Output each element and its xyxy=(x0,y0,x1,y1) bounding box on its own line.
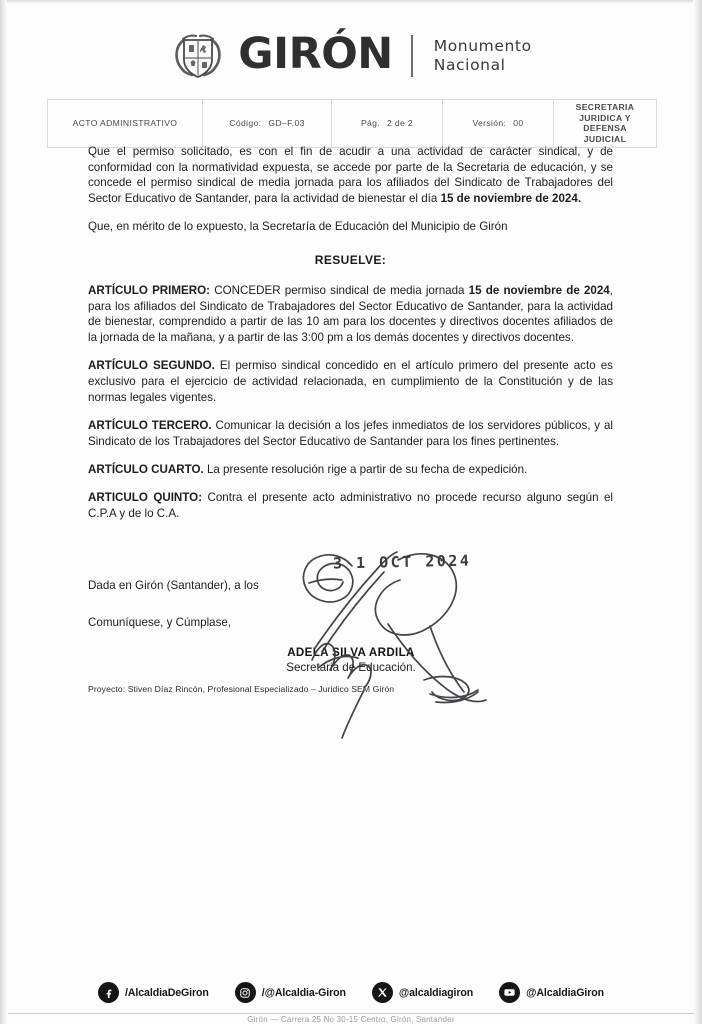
page-edge-right xyxy=(693,0,702,1024)
footer-social-bar xyxy=(0,982,702,1003)
x-twitter-handle: @alcaldiagiron xyxy=(398,986,474,999)
articulo-primero-text-b: , para los afiliados del Sindicato de Trabajadores del Sector Educativo de Santander, para la actividad de bienestar, comprendido a partir de las 10 am para los docentes y directivos docentes afiliados de la jornada de la mañana, y a partir de las 3:00 pm a los demás docentes y directivos docentes. xyxy=(88,283,613,344)
articulo-primero-text-a: CONCEDER permiso sindical de media jornada xyxy=(210,283,469,297)
footer-divider-rule xyxy=(8,1013,694,1014)
articulo-quinto-text: Contra el presente acto administrativo no procede recurso alguno según el C.P.A y de lo C.A. xyxy=(88,490,613,520)
closing-lines xyxy=(88,578,508,652)
facebook-handle: /AlcaldiaDeGiron xyxy=(125,986,209,999)
instagram-handle: /@Alcaldia-Giron xyxy=(261,986,346,999)
cell-version xyxy=(443,100,554,148)
signatory-name: ADELA SILVA ARDILA xyxy=(287,646,415,659)
date-stamp: 3 1 OCT 2024 xyxy=(332,551,472,573)
giron-coat-of-arms-icon xyxy=(170,28,226,84)
version-label: Versión: xyxy=(472,118,507,129)
masthead-divider xyxy=(411,35,413,77)
page-edge-top xyxy=(0,0,702,4)
document-body xyxy=(88,144,613,534)
cell-document-type: ACTO ADMINISTRATIVO xyxy=(48,100,203,148)
youtube-handle: @AlcaldiaGiron xyxy=(526,986,604,999)
youtube-icon xyxy=(499,982,520,1003)
para1-date: 15 de noviembre de 2024. xyxy=(440,191,582,205)
articulo-segundo xyxy=(88,358,613,405)
social-link-instagram[interactable] xyxy=(235,982,346,1003)
articulo-cuarto-heading: ARTÍCULO CUARTO. xyxy=(88,463,204,477)
instagram-icon xyxy=(235,982,256,1003)
document-metadata-table xyxy=(47,99,657,148)
paragraph-considerando-1 xyxy=(88,144,613,206)
masthead-subtitle-line2: Nacional xyxy=(433,56,506,74)
pagina-label: Pág. xyxy=(360,118,381,129)
articulo-segundo-heading: ARTÍCULO SEGUNDO. xyxy=(88,359,215,373)
codigo-label: Código: xyxy=(229,118,262,129)
cell-codigo xyxy=(203,100,332,148)
heading-resuelve: RESUELVE: xyxy=(314,252,387,267)
articulo-segundo-text: El permiso sindical concedido en el artículo primero del presente acto es exclusivo para el ejercicio de actividad relacionada, en cumplimiento de la Constitución y de las normas legales vigentes. xyxy=(88,359,613,404)
articulo-quinto xyxy=(88,490,613,521)
version-value: 00 xyxy=(513,118,524,129)
social-link-facebook[interactable] xyxy=(98,982,209,1003)
table-row xyxy=(48,100,657,148)
cell-pagina xyxy=(332,100,443,148)
articulo-cuarto-text: La presente resolución rige a partir de su fecha de expedición. xyxy=(203,463,528,477)
social-link-x-twitter[interactable] xyxy=(372,982,473,1003)
masthead-subtitle xyxy=(434,37,532,76)
cell-office xyxy=(554,100,657,148)
articulo-cuarto xyxy=(88,462,613,478)
articulo-tercero-text: Comunicar la decisión a los jefes inmediatos de los servidores públicos, y al Sindicato de los Trabajadores del Sector Educativo de Santander para los fines pertinentes. xyxy=(88,419,613,448)
x-twitter-icon xyxy=(372,982,393,1003)
codigo-value: GD–F.03 xyxy=(268,118,305,129)
office-line1: SECRETARIA JURIDICA Y DEFENSA xyxy=(575,102,635,134)
wordmark-giron: GIRÓN xyxy=(238,29,393,79)
paragraph-considerando-2: Que, en mérito de lo expuesto, la Secretaría de Educación del Municipio de Girón xyxy=(88,220,508,234)
facebook-icon xyxy=(98,982,119,1003)
articulo-tercero-heading: ARTÍCULO TERCERO. xyxy=(88,419,212,433)
footer-address-clipped: Girón — Carrera 25 No 30-15 Centro, Girón, Santander xyxy=(247,1015,455,1024)
pagina-value: 2 de 2 xyxy=(387,118,414,129)
project-credit-line: Proyecto: Stiven Díaz Rincón, Profesional Especializado – Juridico SEM Girón xyxy=(88,684,395,694)
office-line2: JUDICIAL xyxy=(583,134,627,145)
articulo-primero-date: 15 de noviembre de 2024 xyxy=(468,283,610,297)
masthead-subtitle-line1: Monumento xyxy=(433,36,532,55)
articulo-tercero xyxy=(88,418,613,449)
page-edge-left xyxy=(0,0,7,1024)
signatory-role: Secretaria de Educación. xyxy=(286,661,416,674)
articulo-quinto-heading: ARTICULO QUINTO: xyxy=(88,490,203,504)
articulo-primero xyxy=(88,283,613,345)
closing-line-comuniquese: Comuníquese, y Cúmplase, xyxy=(88,616,232,629)
articulo-primero-heading: ARTÍCULO PRIMERO: xyxy=(88,283,211,297)
para1-text: Que el permiso solicitado, es con el fin de acudir a una actividad de carácter sindical, y de conformidad con la normatividad expuesta, se accede por parte de la Secretaria de educación, y se concede el permiso sindical de media jornada para los afiliados del Sindicato de Trabajadores del Sector Educativo de Santander, para la actividad de bienestar el día xyxy=(88,145,613,205)
document-masthead xyxy=(0,28,702,84)
closing-line-dada-en: Dada en Girón (Santander), a los xyxy=(88,579,259,592)
social-link-youtube[interactable] xyxy=(499,982,604,1003)
